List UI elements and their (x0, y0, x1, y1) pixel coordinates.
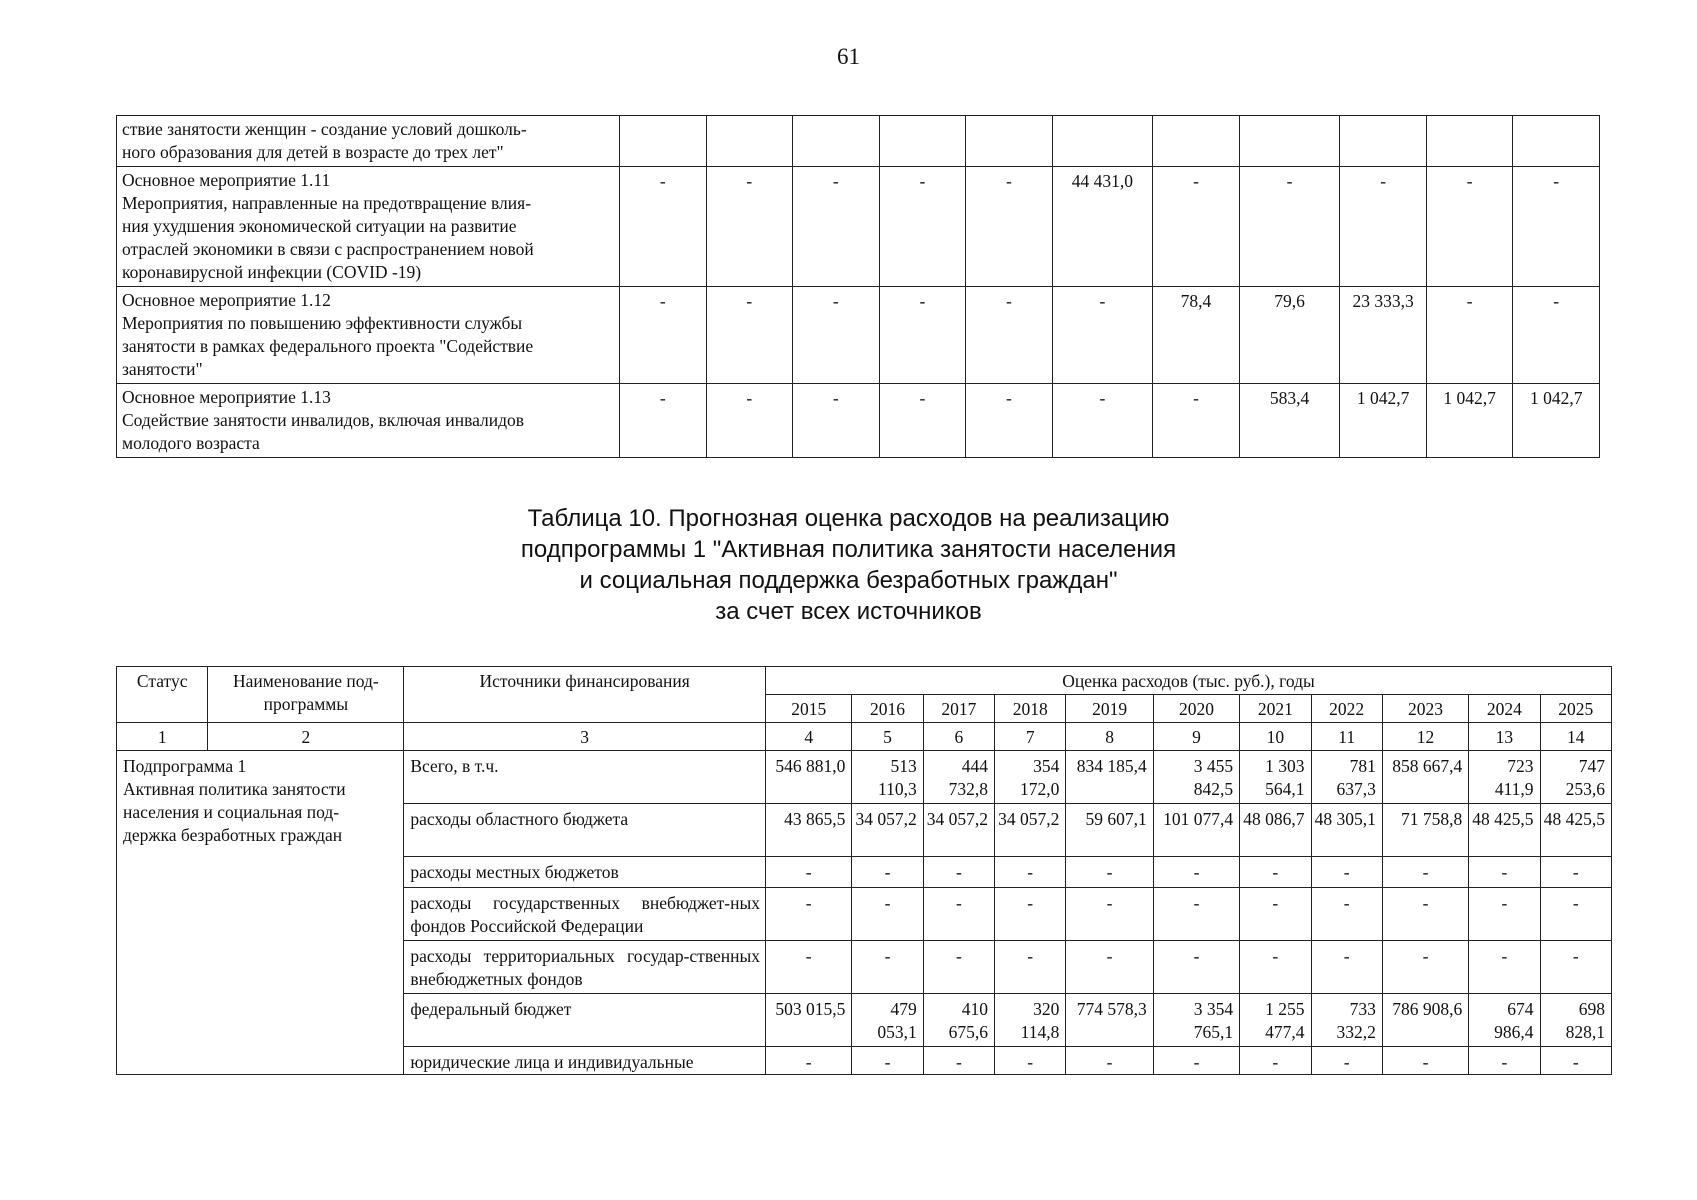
activity-name-line: занятости в рамках федерального проекта "Содействие (122, 336, 534, 356)
activity-name-line: Мероприятия, направленные на предотвращение влия- (122, 193, 532, 213)
value-cell: 733 332,2 (1311, 994, 1382, 1047)
year-header: 2023 (1382, 695, 1468, 723)
table-title (0, 503, 1697, 627)
value-cell: - (923, 857, 994, 888)
subprogram-status-line: Активная политика занятости (123, 779, 346, 799)
value-cell: 71 758,8 (1382, 804, 1468, 857)
value-cell: - (1469, 1047, 1540, 1075)
column-number-cell: 6 (923, 723, 994, 751)
value-cell: 1 042,7 (1513, 384, 1600, 458)
table-title-line: и социальная поддержка безработных граждан" (579, 567, 1118, 594)
value-cell: - (923, 888, 994, 941)
value-cell: - (620, 287, 707, 384)
value-cell: 101 077,4 (1153, 804, 1239, 857)
value-cell: - (1311, 941, 1382, 994)
column-number-cell: 10 (1240, 723, 1311, 751)
value-cell: 583,4 (1239, 384, 1340, 458)
value-cell: 1 042,7 (1426, 384, 1513, 458)
year-header: 2022 (1311, 695, 1382, 723)
value-cell: - (966, 167, 1053, 287)
value-cell: - (1469, 857, 1540, 888)
value-cell: - (1311, 888, 1382, 941)
value-cell: - (1153, 941, 1239, 994)
value-cell: 1 042,7 (1340, 384, 1427, 458)
column-number-cell: 12 (1382, 723, 1468, 751)
value-cell: - (1153, 384, 1240, 458)
value-cell: - (1311, 857, 1382, 888)
column-number-cell: 1 (117, 723, 208, 751)
year-header: 2017 (923, 695, 994, 723)
activity-name-line: отраслей экономики в связи с распространением новой (122, 239, 534, 259)
activity-name-line: Основное мероприятие 1.11 (122, 170, 331, 190)
value-cell: - (995, 857, 1066, 888)
value-cell: - (1426, 167, 1513, 287)
value-cell: - (766, 1047, 852, 1075)
value-cell: 786 908,6 (1382, 994, 1468, 1047)
column-number-cell: 11 (1311, 723, 1382, 751)
value-cell: - (620, 167, 707, 287)
value-cell: - (793, 384, 880, 458)
activity-name-cell (117, 384, 620, 458)
funding-source-cell: федеральный бюджет (404, 994, 766, 1047)
activity-name-line: Основное мероприятие 1.13 (122, 387, 331, 407)
activity-name-line: коронавирусной инфекции (COVID -19) (122, 262, 422, 282)
year-header: 2024 (1469, 695, 1540, 723)
table-row (117, 287, 1600, 384)
header-row (117, 667, 1612, 695)
value-cell (620, 116, 707, 167)
value-cell: 3 354 765,1 (1153, 994, 1239, 1047)
value-cell: - (1540, 888, 1611, 941)
value-cell: - (793, 287, 880, 384)
table-title-line: за счет всех источников (715, 598, 982, 625)
activity-name-line: молодого возраста (122, 433, 260, 453)
subprogram-status-line: Подпрограмма 1 (123, 756, 247, 776)
value-cell: - (1469, 888, 1540, 941)
value-cell: - (1469, 941, 1540, 994)
value-cell: - (1239, 167, 1340, 287)
value-cell: 34 057,2 (852, 804, 923, 857)
value-cell: - (923, 941, 994, 994)
value-cell (1239, 116, 1340, 167)
column-number-cell: 4 (766, 723, 852, 751)
activity-name-line: ного образования для детей в возрасте до трех лет" (122, 142, 504, 162)
value-cell: 781 637,3 (1311, 751, 1382, 804)
value-cell: 3 455 842,5 (1153, 751, 1239, 804)
value-cell: 1 255 477,4 (1240, 994, 1311, 1047)
column-number-cell: 13 (1469, 723, 1540, 751)
value-cell: - (1311, 1047, 1382, 1075)
table-row (117, 116, 1600, 167)
value-cell: - (879, 167, 966, 287)
table-title-line: Таблица 10. Прогнозная оценка расходов на реализацию (527, 505, 1170, 532)
column-number-cell: 3 (404, 723, 766, 751)
value-cell: 546 881,0 (766, 751, 852, 804)
value-cell: 354 172,0 (995, 751, 1066, 804)
column-number-cell: 14 (1540, 723, 1611, 751)
value-cell: 59 607,1 (1066, 804, 1153, 857)
value-cell: - (1382, 857, 1468, 888)
year-header: 2020 (1153, 695, 1239, 723)
year-header: 2021 (1240, 695, 1311, 723)
subprogram-status-line: держка безработных граждан (123, 825, 343, 845)
value-cell: 774 578,3 (1066, 994, 1153, 1047)
value-cell: 48 086,7 (1240, 804, 1311, 857)
value-cell (1513, 116, 1600, 167)
value-cell: 44 431,0 (1052, 167, 1153, 287)
value-cell: - (1540, 941, 1611, 994)
value-cell (966, 116, 1053, 167)
value-cell: 444 732,8 (923, 751, 994, 804)
value-cell: 698 828,1 (1540, 994, 1611, 1047)
value-cell: 674 986,4 (1469, 994, 1540, 1047)
funding-source-cell: расходы областного бюджета (404, 804, 766, 857)
value-cell (1153, 116, 1240, 167)
value-cell (1340, 116, 1427, 167)
activity-name-cell (117, 116, 620, 167)
value-cell: - (966, 287, 1053, 384)
value-cell: 23 333,3 (1340, 287, 1427, 384)
year-header: 2016 (852, 695, 923, 723)
page-number: 61 (837, 44, 860, 69)
value-cell: - (1066, 1047, 1153, 1075)
value-cell: - (1153, 167, 1240, 287)
value-cell: 320 114,8 (995, 994, 1066, 1047)
value-cell: - (766, 941, 852, 994)
year-header: 2018 (995, 695, 1066, 723)
value-cell: 78,4 (1153, 287, 1240, 384)
funding-source-cell: юридические лица и индивидуальные (404, 1047, 766, 1075)
value-cell: 48 305,1 (1311, 804, 1382, 857)
year-header: 2025 (1540, 695, 1611, 723)
value-cell: 410 675,6 (923, 994, 994, 1047)
value-cell: 34 057,2 (995, 804, 1066, 857)
value-cell (879, 116, 966, 167)
value-cell (1426, 116, 1513, 167)
value-cell: - (1240, 1047, 1311, 1075)
funding-source-cell: расходы местных бюджетов (404, 857, 766, 888)
funding-source-cell: расходы государственных внебюджет-ных фондов Российской Федерации (404, 888, 766, 941)
value-cell: - (1240, 941, 1311, 994)
year-header: 2019 (1066, 695, 1153, 723)
value-cell: - (1513, 287, 1600, 384)
value-cell: - (1540, 857, 1611, 888)
value-cell: - (852, 857, 923, 888)
value-cell: 1 303 564,1 (1240, 751, 1311, 804)
value-cell: - (1382, 888, 1468, 941)
value-cell: - (852, 941, 923, 994)
value-cell: - (966, 384, 1053, 458)
column-numbers-row (117, 723, 1612, 751)
column-number-cell: 7 (995, 723, 1066, 751)
value-cell: - (995, 941, 1066, 994)
value-cell (793, 116, 880, 167)
value-cell: - (852, 1047, 923, 1075)
value-cell: - (1153, 1047, 1239, 1075)
value-cell: 858 667,4 (1382, 751, 1468, 804)
value-cell: 723 411,9 (1469, 751, 1540, 804)
activity-name-cell (117, 167, 620, 287)
value-cell: - (706, 384, 793, 458)
value-cell: - (1052, 287, 1153, 384)
value-cell: - (706, 287, 793, 384)
value-cell: - (1066, 888, 1153, 941)
value-cell: - (1066, 857, 1153, 888)
value-cell: 834 185,4 (1066, 751, 1153, 804)
value-cell: - (766, 888, 852, 941)
expenditure-forecast-table (116, 666, 1612, 1075)
funding-sources-header: Источники финансирования (404, 667, 766, 723)
funding-source-cell: Всего, в т.ч. (404, 751, 766, 804)
value-cell: - (1052, 384, 1153, 458)
subprogram-status-cell (117, 751, 404, 1075)
table-row (117, 751, 1612, 804)
value-cell: - (1240, 888, 1311, 941)
value-cell: - (1153, 857, 1239, 888)
value-cell: 479 053,1 (852, 994, 923, 1047)
value-cell: 48 425,5 (1540, 804, 1611, 857)
value-cell: 747 253,6 (1540, 751, 1611, 804)
activity-name-line: ствие занятости женщин - создание условий дошколь- (122, 119, 527, 139)
table-row (117, 167, 1600, 287)
activity-name-line: занятости" (122, 359, 203, 379)
value-cell: 503 015,5 (766, 994, 852, 1047)
funding-source-cell: расходы территориальных государ-ственных внебюджетных фондов (404, 941, 766, 994)
activity-name-line: Мероприятия по повышению эффективности службы (122, 313, 523, 333)
table-row (117, 384, 1600, 458)
value-cell: - (995, 888, 1066, 941)
value-cell: - (923, 1047, 994, 1075)
status-header: Статус (117, 667, 208, 723)
subprogram-name-header: Наименование под-программы (208, 667, 404, 723)
value-cell: - (1540, 1047, 1611, 1075)
activity-name-line: Основное мероприятие 1.12 (122, 290, 331, 310)
value-cell: - (879, 384, 966, 458)
value-cell: - (706, 167, 793, 287)
value-cell: - (1382, 941, 1468, 994)
value-cell: - (852, 888, 923, 941)
table-title-line: подпрограммы 1 "Активная политика занятости населения (520, 536, 1177, 563)
activity-name-line: ния ухудшения экономической ситуации на развитие (122, 216, 517, 236)
value-cell: - (995, 1047, 1066, 1075)
subprogram-status-line: населения и социальная под- (123, 802, 340, 822)
value-cell: - (879, 287, 966, 384)
value-cell: - (1153, 888, 1239, 941)
value-cell: 34 057,2 (923, 804, 994, 857)
value-cell: 513 110,3 (852, 751, 923, 804)
column-number-cell: 8 (1066, 723, 1153, 751)
value-cell: - (1513, 167, 1600, 287)
value-cell: - (1340, 167, 1427, 287)
expense-estimate-header: Оценка расходов (тыс. руб.), годы (766, 667, 1612, 695)
value-cell: - (620, 384, 707, 458)
value-cell: - (1382, 1047, 1468, 1075)
activity-name-line: Содействие занятости инвалидов, включая инвалидов (122, 410, 525, 430)
value-cell (706, 116, 793, 167)
value-cell (1052, 116, 1153, 167)
value-cell: - (1240, 857, 1311, 888)
value-cell: 79,6 (1239, 287, 1340, 384)
value-cell: 43 865,5 (766, 804, 852, 857)
column-number-cell: 2 (208, 723, 404, 751)
value-cell: - (1066, 941, 1153, 994)
value-cell: - (793, 167, 880, 287)
value-cell: - (766, 857, 852, 888)
column-number-cell: 5 (852, 723, 923, 751)
column-number-cell: 9 (1153, 723, 1239, 751)
value-cell: - (1426, 287, 1513, 384)
activity-name-cell (117, 287, 620, 384)
year-header: 2015 (766, 695, 852, 723)
activities-table (116, 115, 1600, 458)
value-cell: 48 425,5 (1469, 804, 1540, 857)
